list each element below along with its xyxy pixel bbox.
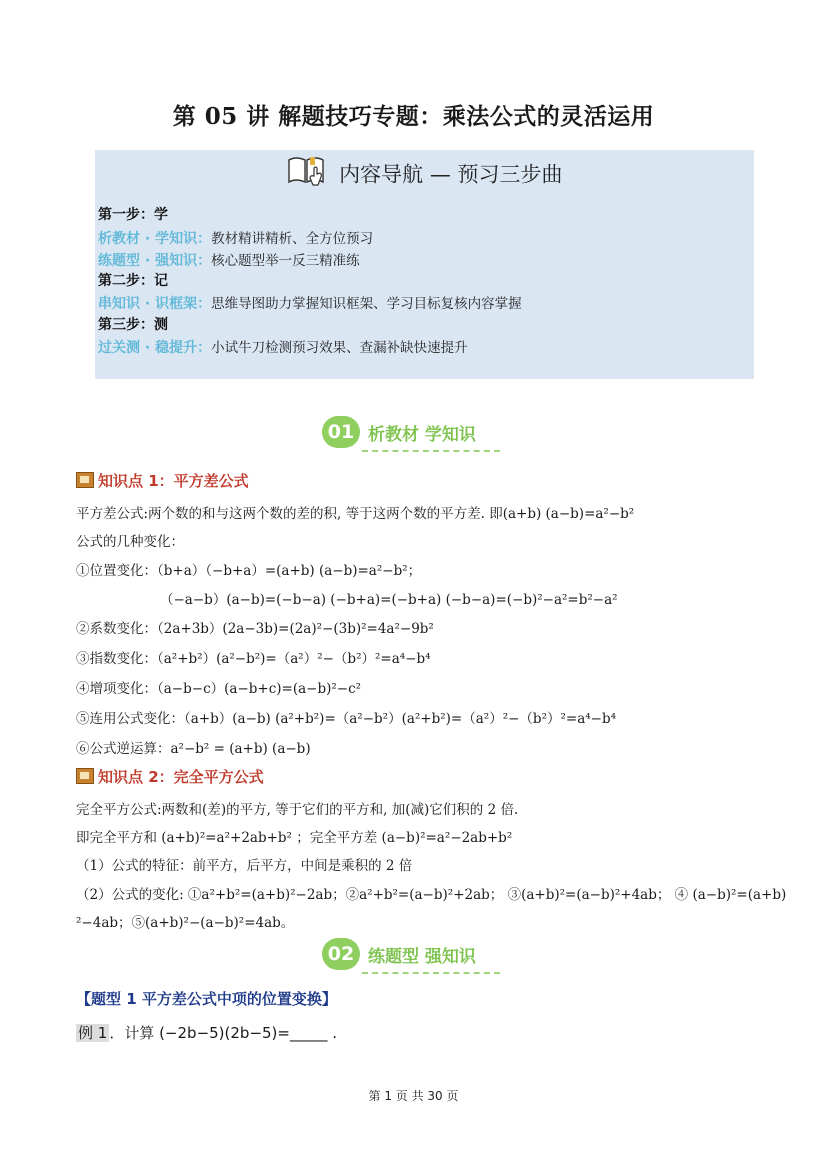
nav-key: 串知识 · 识框架： (98, 296, 212, 312)
kp2-line: 完全平方公式:两数和(差)的平方, 等于它们的平方和, 加(减)它们积的 2 倍. (76, 802, 519, 818)
knowledge-point-1-heading (76, 470, 249, 491)
nav-step-label: 第三步：测 (98, 317, 168, 333)
knowledge-point-2-heading (76, 766, 264, 787)
nav-row-2 (98, 249, 360, 270)
nav-row-step2 (98, 270, 168, 290)
page-footer: 第 1 页 共 30 页 (368, 1089, 459, 1103)
section-underline (362, 450, 500, 452)
section-number: 01 (322, 416, 360, 448)
book-icon (76, 768, 94, 784)
navigation-heading-text: 内容导航 — 预习三步曲 (339, 162, 563, 187)
book-icon (76, 472, 94, 488)
example-1 (76, 1022, 337, 1043)
section-underline (362, 972, 500, 974)
content-navigation-box (95, 150, 754, 379)
nav-step-label: 第一步：学 (98, 207, 168, 223)
nav-row-1 (98, 227, 373, 248)
section-label: 练题型 强知识 (368, 947, 476, 967)
nav-value: 教材精讲精析、全方位预习 (211, 231, 374, 247)
nav-value: 思维导图助力掌握知识框架、学习目标复核内容掌握 (211, 296, 522, 312)
section-label: 析教材 学知识 (368, 425, 476, 445)
nav-row-step3 (98, 314, 168, 334)
nav-row-step1 (98, 204, 168, 224)
kp2-line: ²−4ab；⑤(a+b)²−(a−b)²=4ab。 (76, 915, 295, 931)
kp1-line: 公式的几种变化： (76, 534, 184, 550)
question-type-1-heading: 【题型 1 平方差公式中项的位置变换】 (76, 990, 337, 1008)
kp1-line: ①位置变化：（b+a）（−b+a）=(a+b) (a−b)=a²−b²； (76, 563, 422, 579)
kp2-line: 即完全平方和 (a+b)²=a²+2ab+b² ；完全平方差 (a−b)²=a²−2ab+b² (76, 830, 513, 846)
nav-row-4 (98, 336, 468, 357)
kp1-line: （−a−b）(a−b)=(−b−a) (−b+a)=(−b+a) (−b−a)=(−b)²−a²=b²−a² (160, 592, 618, 608)
book-hand-icon (286, 154, 326, 193)
section-number: 02 (322, 938, 360, 970)
example-number: 例 1 (78, 1024, 108, 1042)
kp1-line: ③指数变化：（a²+b²）(a²−b²)=（a²）²−（b²）²=a⁴−b⁴ (76, 651, 431, 667)
kp1-line: ⑥公式逆运算：a²−b² = (a+b) (a−b) (76, 741, 311, 757)
nav-row-3 (98, 292, 522, 313)
nav-key: 析教材 · 学知识： (98, 231, 212, 247)
knowledge-point-title: 知识点 2：完全平方公式 (98, 768, 264, 786)
kp2-line: （2）公式的变化: ①a²+b²=(a+b)²−2ab；②a²+b²=(a−b)²+2ab； ③(a+b)²=(a−b)²+4ab； ④ (a−b)²=(a+b) (76, 887, 787, 903)
nav-value: 小试牛刀检测预习效果、查漏补缺快速提升 (211, 340, 468, 356)
example-text: ．计算 (−2b−5)(2b−5)=_____ . (109, 1024, 338, 1042)
nav-key: 过关测 · 稳提升： (98, 340, 212, 356)
kp1-line: ⑤连用公式变化：（a+b）(a−b) (a²+b²)=（a²−b²）(a²+b²)=（a²）²−（b²）²=a⁴−b⁴ (76, 711, 617, 727)
navigation-heading (95, 154, 754, 193)
nav-key: 练题型 · 强知识： (98, 253, 212, 269)
knowledge-point-title: 知识点 1：平方差公式 (98, 472, 249, 490)
page-title: 第 05 讲 解题技巧专题：乘法公式的灵活运用 (172, 103, 655, 130)
kp1-line: 平方差公式:两个数的和与这两个数的差的积, 等于这两个数的平方差. 即(a+b) (a−b)=a²−b² (76, 506, 635, 522)
nav-value: 核心题型举一反三精准练 (211, 253, 360, 269)
kp1-line: ②系数变化：（2a+3b）(2a−3b)=(2a)²−(3b)²=4a²−9b² (76, 621, 434, 637)
kp2-line: （1）公式的特征：前平方，后平方，中间是乘积的 2 倍 (76, 858, 413, 874)
nav-step-label: 第二步：记 (98, 273, 168, 289)
kp1-line: ④增项变化：（a−b−c）(a−b+c)=(a−b)²−c² (76, 681, 362, 697)
